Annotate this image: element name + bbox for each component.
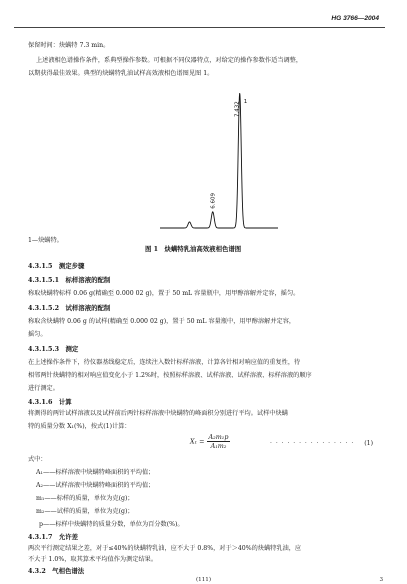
retention-time-text: 保留时间：炔螨特 7.3 min。 — [28, 42, 110, 49]
paragraph-line: 摇匀。 — [28, 331, 47, 338]
paragraph-line: 称取炔螨特标样 0.06 g(精确至 0.000 02 g)，置于 50 mL 容量瓶中，用甲醇溶解并定容，摇匀。 — [28, 290, 300, 297]
variable-definition: p——标样中炔螨特的质量分数，单位为百分数(%)。 — [39, 521, 184, 528]
peak-retention-label: 7.432 — [234, 101, 241, 117]
section-heading: 4.3.2 气相色谱法 — [28, 567, 85, 575]
paragraph-line: 上述液相色谱操作条件，系典型操作参数。可根据不同仪器特点，对给定的操作参数作适当调整， — [36, 57, 303, 64]
paragraph-line: 进行测定。 — [28, 385, 59, 392]
paragraph-line: 将测得的两针试样溶液以及试样前后两针标样溶液中炔螨特的峰面积分别进行平均。试样中炔螨 — [28, 410, 288, 417]
section-heading: 4.3.1.5 测定步骤 — [28, 262, 85, 270]
paragraph-line: 相邻两针炔螨特的相对响应值变化小于 1.2%时，按照标样溶液、试样溶液、试样溶液、标样溶液的顺序 — [28, 372, 312, 379]
header-rule — [14, 27, 385, 28]
equation-lhs: X₁ = — [190, 437, 205, 446]
section-heading: 4.3.1.5.2 试样溶液的配制 — [28, 304, 111, 312]
where-label: 式中： — [28, 456, 47, 463]
equation-leader: · · · · · · · · · · · · · · · — [270, 440, 355, 447]
page-number: 3 — [379, 577, 383, 583]
paragraph-line: 特的质量分数 X₁(%)，按式(1)计算： — [28, 423, 131, 430]
section-heading: 4.3.1.5.3 测定 — [28, 345, 79, 353]
page-number-center: (111) — [196, 577, 212, 583]
paragraph-line: 不大于 1.0%，取其算术平均值作为测定结果。 — [28, 556, 158, 563]
variable-definition: m₂——试样的质量，单位为克(g)； — [36, 508, 134, 515]
variable-definition: m₁——标样的质量，单位为克(g)； — [36, 495, 134, 502]
paragraph-line: 称取含炔螨特 0.06 g 的试样(精确至 0.000 02 g)，置于 50 mL 容量瓶中，用甲醇溶解并定容， — [28, 318, 296, 325]
equation — [190, 433, 230, 450]
equation-fraction — [207, 433, 231, 450]
equation-denominator: A₁m₂ — [210, 442, 227, 450]
paragraph-line: 在上述操作条件下，待仪器基线稳定后，连续注入数针标样溶液，计算各针相对响应值的重复性，待 — [28, 359, 301, 366]
equation-number: (1) — [364, 440, 373, 447]
section-heading: 4.3.1.7 允许差 — [28, 533, 79, 541]
variable-definition: A₁——标样溶液中炔螨特峰面积的平均值； — [36, 469, 155, 476]
chromatogram-trace — [160, 93, 278, 228]
paragraph-line: 两次平行测定结果之差，对于≤40%的炔螨特乳油，应不大于 0.8%，对于＞40%的炔螨特乳油，应 — [28, 545, 302, 552]
section-heading: 4.3.1.6 计算 — [28, 398, 72, 406]
variable-definition: A₂——试样溶液中炔螨特峰面积的平均值； — [36, 482, 155, 489]
equation-numerator: A₂m₁p — [208, 433, 229, 441]
paragraph-line: 以期获得最佳效果。典型的炔螨特乳油试样高效液相色谱图见图 1。 — [28, 70, 214, 77]
chart-legend: 1—炔螨特。 — [28, 237, 63, 244]
peak-retention-label: 6.609 — [210, 193, 217, 209]
section-heading: 4.3.1.5.1 标样溶液的配制 — [28, 276, 111, 284]
figure-caption: 图 1 炔螨特乳油高效液相色谱图 — [145, 245, 242, 253]
chromatogram — [150, 85, 280, 235]
peak-number-label: 1 — [243, 99, 248, 105]
standard-number: HG 3766—2004 — [331, 15, 379, 22]
